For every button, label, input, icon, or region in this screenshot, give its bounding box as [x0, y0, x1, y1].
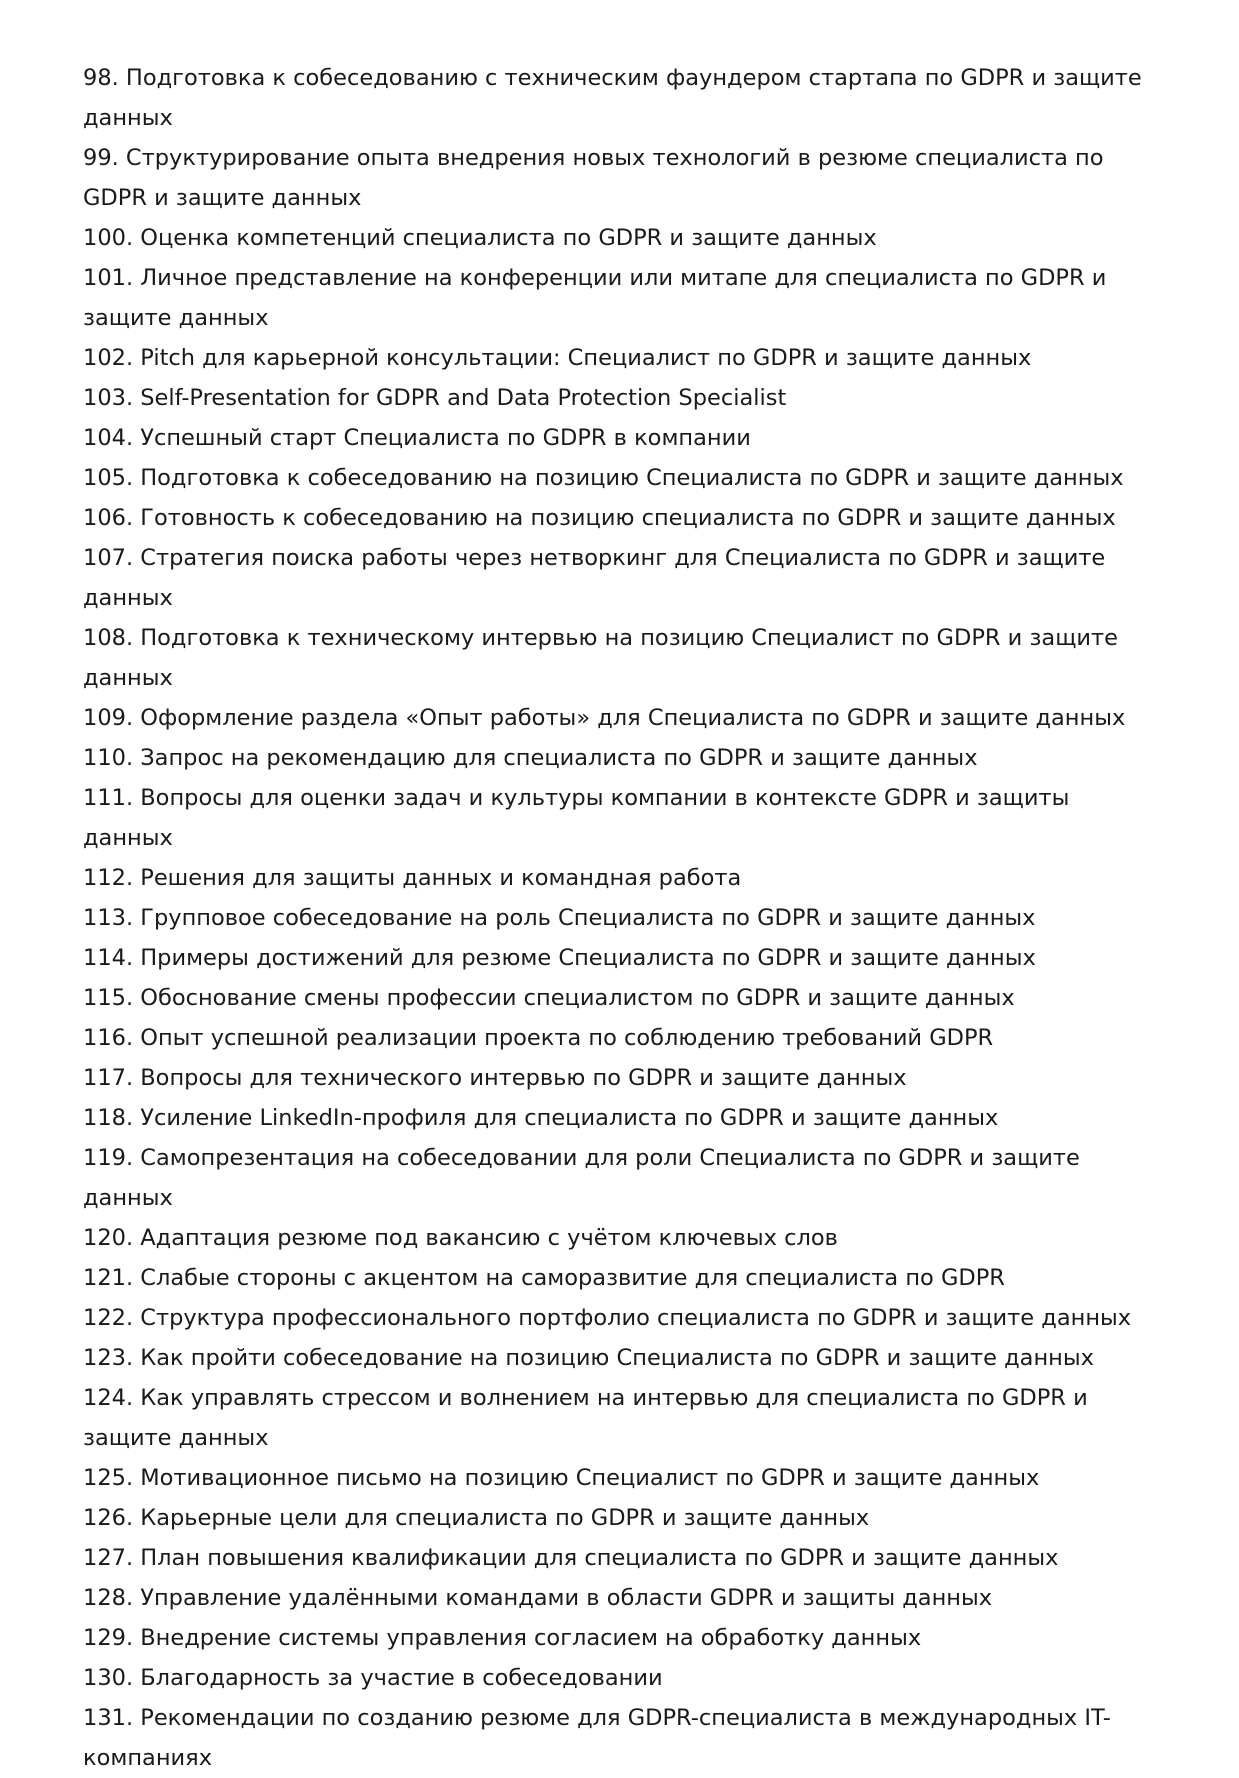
list-item: 103. Self-Presentation for GDPR and Data Protection Specialist — [83, 385, 787, 411]
list-item: 119. Самопрезентация на собеседовании для роли Специалиста по GDPR и защите данных — [83, 1145, 1080, 1211]
list-item: 99. Структурирование опыта внедрения новых технологий в резюме специалиста по GDPR и защите данных — [83, 145, 1104, 211]
list-item: 104. Успешный старт Специалиста по GDPR в компании — [83, 425, 751, 451]
list-item: 127. План повышения квалификации для специалиста по GDPR и защите данных — [83, 1545, 1059, 1571]
list-item: 112. Решения для защиты данных и командная работа — [83, 865, 742, 891]
list-item: 110. Запрос на рекомендацию для специалиста по GDPR и защите данных — [83, 745, 978, 771]
list-item: 106. Готовность к собеседованию на позицию специалиста по GDPR и защите данных — [83, 505, 1116, 531]
list-item: 111. Вопросы для оценки задач и культуры компании в контексте GDPR и защиты данных — [83, 785, 1070, 851]
list-item: 109. Оформление раздела «Опыт работы» для Специалиста по GDPR и защите данных — [83, 705, 1126, 731]
list-item: 131. Рекомендации по созданию резюме для GDPR-специалиста в международных IT-компаниях — [83, 1705, 1111, 1771]
list-item: 118. Усиление LinkedIn-профиля для специалиста по GDPR и защите данных — [83, 1105, 999, 1131]
list-item: 100. Оценка компетенций специалиста по GDPR и защите данных — [83, 225, 877, 251]
list-item: 124. Как управлять стрессом и волнением на интервью для специалиста по GDPR и защите данных — [83, 1385, 1088, 1451]
list-item: 105. Подготовка к собеседованию на позицию Специалиста по GDPR и защите данных — [83, 465, 1124, 491]
list-item: 121. Слабые стороны с акцентом на саморазвитие для специалиста по GDPR — [83, 1265, 1005, 1291]
list-item: 117. Вопросы для технического интервью по GDPR и защите данных — [83, 1065, 907, 1091]
list-item: 126. Карьерные цели для специалиста по GDPR и защите данных — [83, 1505, 870, 1531]
list-item: 123. Как пройти собеседование на позицию Специалиста по GDPR и защите данных — [83, 1345, 1094, 1371]
list-item: 125. Мотивационное письмо на позицию Специалист по GDPR и защите данных — [83, 1465, 1040, 1491]
list-item: 116. Опыт успешной реализации проекта по соблюдению требований GDPR — [83, 1025, 994, 1051]
list-item: 122. Структура профессионального портфолио специалиста по GDPR и защите данных — [83, 1305, 1132, 1331]
list-item: 101. Личное представление на конференции или митапе для специалиста по GDPR и защите данных — [83, 265, 1107, 331]
list-item: 130. Благодарность за участие в собеседовании — [83, 1665, 663, 1691]
list-item: 108. Подготовка к техническому интервью на позицию Специалист по GDPR и защите данных — [83, 625, 1118, 691]
list-item: 113. Групповое собеседование на роль Специалиста по GDPR и защите данных — [83, 905, 1036, 931]
list-item: 115. Обоснование смены профессии специалистом по GDPR и защите данных — [83, 985, 1015, 1011]
list-item: 102. Pitch для карьерной консультации: Специалист по GDPR и защите данных — [83, 345, 1032, 371]
list-item: 129. Внедрение системы управления согласием на обработку данных — [83, 1625, 922, 1651]
topic-list — [83, 58, 1163, 1778]
list-item: 107. Стратегия поиска работы через нетворкинг для Специалиста по GDPR и защите данных — [83, 545, 1106, 611]
list-item: 98. Подготовка к собеседованию с техническим фаундером стартапа по GDPR и защите данных — [83, 65, 1142, 131]
list-item: 114. Примеры достижений для резюме Специалиста по GDPR и защите данных — [83, 945, 1036, 971]
list-item: 128. Управление удалёнными командами в области GDPR и защиты данных — [83, 1585, 993, 1611]
list-item: 120. Адаптация резюме под вакансию с учётом ключевых слов — [83, 1225, 838, 1251]
